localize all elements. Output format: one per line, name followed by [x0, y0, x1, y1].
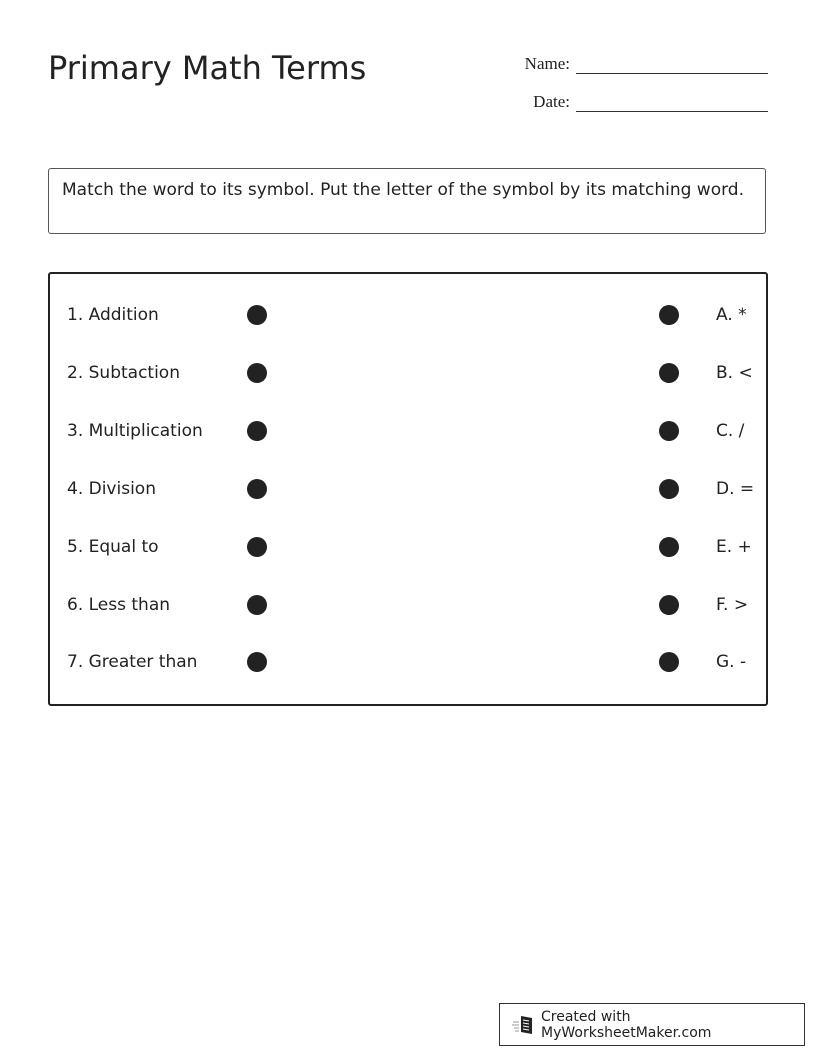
instructions-box: Match the word to its symbol. Put the letter of the symbol by its matching word.: [48, 168, 766, 234]
term-label: 4. Division: [67, 479, 156, 499]
footer-credit: [499, 1003, 805, 1046]
matching-box: [48, 272, 768, 706]
symbol-label: G. -: [716, 652, 747, 672]
match-row: [50, 474, 766, 504]
symbol-dot-icon: [659, 305, 679, 325]
symbol-label: C. /: [716, 421, 745, 441]
symbol-dot-icon: [659, 421, 679, 441]
term-label: 2. Subtaction: [67, 363, 180, 383]
term-label: 1. Addition: [67, 305, 159, 325]
term-label: 5. Equal to: [67, 537, 159, 557]
symbol-dot-icon: [659, 479, 679, 499]
name-label: Name:: [524, 54, 570, 73]
match-row: [50, 300, 766, 330]
worksheet-logo-icon: [512, 1014, 536, 1036]
match-row: [50, 647, 766, 677]
term-dot-icon: [247, 363, 267, 383]
match-row: [50, 590, 766, 620]
name-blank-line: [576, 53, 768, 74]
symbol-label: E. +: [716, 537, 752, 557]
page-title: Primary Math Terms: [48, 49, 367, 87]
footer-text: Created with MyWorksheetMaker.com: [541, 1008, 712, 1041]
term-dot-icon: [247, 595, 267, 615]
match-row: [50, 416, 766, 446]
symbol-dot-icon: [659, 537, 679, 557]
match-row: [50, 358, 766, 388]
symbol-label: D. =: [716, 479, 755, 499]
date-label: Date:: [533, 92, 570, 111]
symbol-label: A. *: [716, 305, 747, 325]
symbol-label: B. <: [716, 363, 753, 383]
symbol-dot-icon: [659, 363, 679, 383]
term-dot-icon: [247, 537, 267, 557]
date-field: [500, 91, 768, 112]
term-label: 6. Less than: [67, 595, 171, 615]
term-dot-icon: [247, 421, 267, 441]
term-dot-icon: [247, 479, 267, 499]
symbol-label: F. >: [716, 595, 749, 615]
term-label: 7. Greater than: [67, 652, 198, 672]
term-dot-icon: [247, 305, 267, 325]
date-blank-line: [576, 91, 768, 112]
symbol-dot-icon: [659, 595, 679, 615]
term-label: 3. Multiplication: [67, 421, 203, 441]
term-dot-icon: [247, 652, 267, 672]
name-field: [500, 53, 768, 74]
symbol-dot-icon: [659, 652, 679, 672]
match-row: [50, 532, 766, 562]
